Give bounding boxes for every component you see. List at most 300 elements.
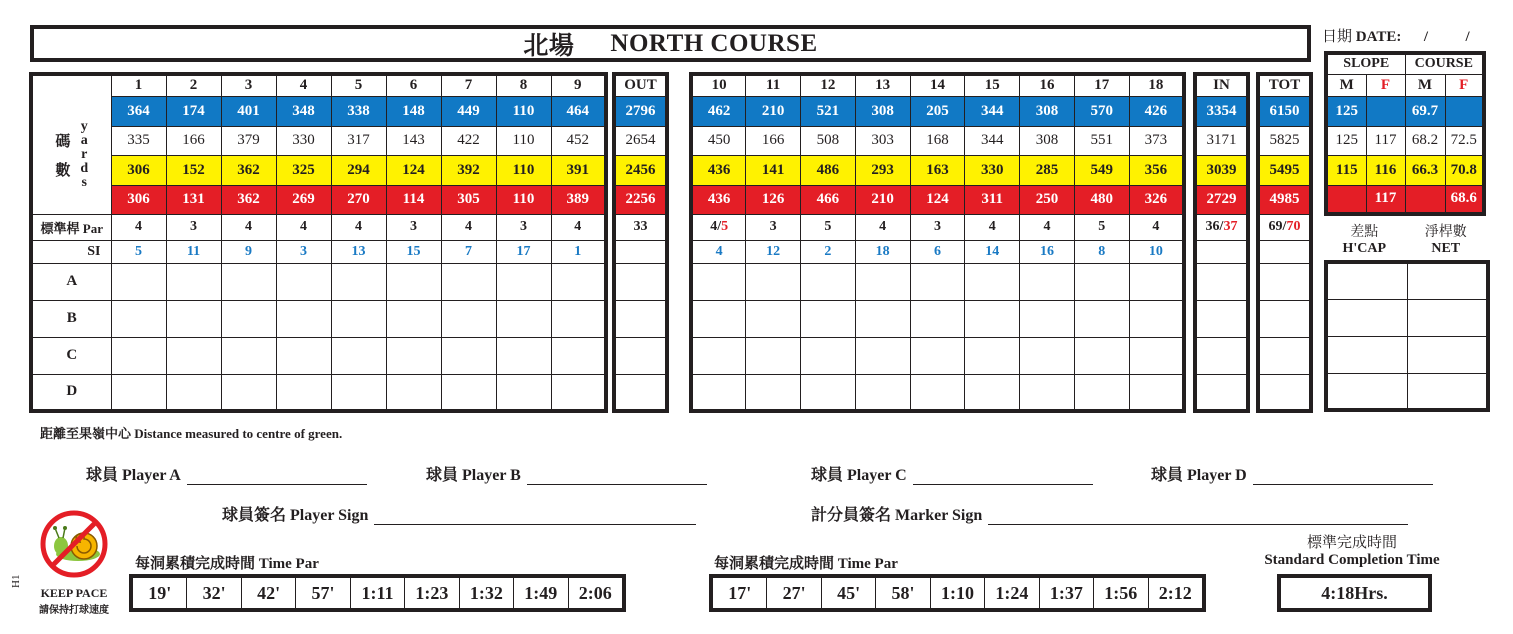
in-total-table [1193, 72, 1250, 413]
time-cell: 32' [187, 578, 241, 608]
yardage-cell: 110 [496, 155, 551, 185]
score-cell[interactable] [691, 374, 746, 411]
par-cell: 4 [1020, 214, 1075, 240]
rating-cell: 116 [1366, 155, 1405, 185]
tot-par-mens: 69/ [1268, 219, 1287, 234]
tot-score-cell[interactable] [1258, 300, 1311, 337]
score-cell[interactable] [386, 374, 441, 411]
yardage-cell: 486 [801, 155, 856, 185]
course-title-zh: 北場 [523, 32, 575, 60]
yardage-cell: 168 [910, 126, 965, 155]
score-cell[interactable] [746, 337, 801, 374]
hole-number: 6 [386, 74, 441, 96]
yardage-cell: 452 [551, 126, 606, 155]
score-cell[interactable] [496, 337, 551, 374]
hole-number: 8 [496, 74, 551, 96]
hole-number: 7 [441, 74, 496, 96]
score-cell[interactable] [746, 263, 801, 300]
si-cell: 3 [276, 240, 331, 263]
in-white: 3171 [1195, 126, 1248, 155]
score-cell[interactable] [386, 300, 441, 337]
yardage-cell: 330 [965, 155, 1020, 185]
score-cell[interactable] [441, 374, 496, 411]
si-cell: 16 [1020, 240, 1075, 263]
hole-number: 15 [965, 74, 1020, 96]
stroke-index-row [31, 240, 606, 263]
hole-number: 1 [111, 74, 166, 96]
si-cell: 2 [801, 240, 856, 263]
score-cell[interactable] [496, 300, 551, 337]
score-cell[interactable] [910, 263, 965, 300]
score-cell[interactable] [221, 374, 276, 411]
yardage-cell: 326 [1129, 185, 1184, 214]
out-par: 33 [614, 214, 667, 240]
score-cell[interactable] [746, 374, 801, 411]
rating-cell [1366, 96, 1405, 126]
tot-par [1258, 214, 1311, 240]
time-cell: 1:10 [931, 578, 985, 608]
rating-cell: 125 [1326, 96, 1366, 126]
yardage-cell: 308 [1020, 126, 1075, 155]
player-label: D [31, 374, 111, 411]
underline [374, 509, 696, 525]
rating-cell: 68.2 [1405, 126, 1445, 155]
si-cell: 13 [331, 240, 386, 263]
hole-number-row [31, 74, 606, 96]
yardage-cell: 308 [1020, 96, 1075, 126]
hcap-zh: 差點 [1350, 225, 1379, 240]
score-cell[interactable] [441, 300, 496, 337]
underline [988, 509, 1408, 525]
tot-score-cell[interactable] [1258, 263, 1311, 300]
std-time-zh: 標準完成時間 [1306, 535, 1397, 551]
score-cell[interactable] [801, 337, 856, 374]
yardage-cell: 270 [331, 185, 386, 214]
tot-par-ladies: 70 [1286, 219, 1301, 234]
rating-cell [1405, 185, 1445, 214]
distance-note: 距離至果嶺中心 Distance measured to centre of green. [40, 426, 343, 441]
marker-sign-field[interactable] [811, 502, 1408, 525]
keep-pace-logo [34, 510, 114, 616]
time-cell: 1:56 [1094, 578, 1148, 608]
net-cell[interactable] [1407, 299, 1488, 336]
card-code: H1 [10, 574, 22, 588]
score-cell[interactable] [855, 300, 910, 337]
score-cell[interactable] [691, 263, 746, 300]
player-b-row [31, 300, 606, 337]
hole-number: 12 [801, 74, 856, 96]
time-cell: 1:32 [460, 578, 514, 608]
player-b-name-field[interactable] [426, 462, 707, 485]
yardage-cell: 373 [1129, 126, 1184, 155]
rating-cell: 117 [1366, 126, 1405, 155]
course-men: M [1405, 74, 1445, 96]
player-a-name-field[interactable] [86, 462, 367, 485]
par-cell: 4 [441, 214, 496, 240]
par-cell: 4 [551, 214, 606, 240]
yardage-cell: 549 [1074, 155, 1129, 185]
score-cell[interactable] [166, 337, 221, 374]
par-cell: 4 [111, 214, 166, 240]
slope-ladies: F [1366, 74, 1405, 96]
score-cell[interactable] [331, 300, 386, 337]
yardage-cell: 391 [551, 155, 606, 185]
net-cell[interactable] [1407, 373, 1488, 410]
red-tee-row [31, 185, 606, 214]
std-time-value: 4:18Hrs. [1321, 582, 1388, 603]
score-cell[interactable] [691, 300, 746, 337]
score-cell[interactable] [551, 263, 606, 300]
hcap-cell[interactable] [1326, 373, 1407, 410]
player-c-name-field[interactable] [811, 462, 1093, 485]
player-d-label: 球員 Player D [1151, 467, 1247, 484]
time-cell: 1:37 [1040, 578, 1094, 608]
underline [913, 469, 1093, 485]
si-cell: 18 [855, 240, 910, 263]
si-cell: 11 [166, 240, 221, 263]
net-header [1407, 225, 1485, 257]
par-cell: 4 [855, 214, 910, 240]
yardage-cell: 308 [855, 96, 910, 126]
yardage-cell: 210 [855, 185, 910, 214]
score-cell[interactable] [1129, 300, 1184, 337]
score-cell[interactable] [1074, 337, 1129, 374]
score-cell[interactable] [276, 300, 331, 337]
hcap-cell[interactable] [1326, 262, 1407, 299]
out-score-cell[interactable] [614, 263, 667, 300]
net-cell[interactable] [1407, 262, 1488, 299]
in-score-cell[interactable] [1195, 374, 1248, 411]
par-cell: 4 [965, 214, 1020, 240]
in-par-mens: 36/ [1205, 219, 1224, 234]
player-c-row [31, 337, 606, 374]
yardage-cell: 344 [965, 126, 1020, 155]
score-cell[interactable] [111, 263, 166, 300]
course-title-en: NORTH COURSE [610, 29, 818, 57]
time-cell: 2:06 [578, 582, 612, 603]
net-cell[interactable] [1407, 336, 1488, 373]
white-tee-row [31, 126, 606, 155]
in-yellow: 3039 [1195, 155, 1248, 185]
si-cell: 17 [496, 240, 551, 263]
player-d-row [31, 374, 606, 411]
out-blue: 2796 [614, 96, 667, 126]
score-cell[interactable] [551, 374, 606, 411]
score-cell[interactable] [166, 263, 221, 300]
in-score-cell[interactable] [1195, 263, 1248, 300]
time-cell: 42' [242, 578, 296, 608]
yards-letter: r [81, 146, 88, 162]
player-c-label: 球員 Player C [811, 467, 907, 484]
par-cell: 3 [910, 214, 965, 240]
std-time-label [1236, 531, 1468, 569]
yards-letter: a [80, 132, 88, 148]
score-cell[interactable] [166, 300, 221, 337]
yardage-cell: 338 [331, 96, 386, 126]
score-cell[interactable] [1074, 263, 1129, 300]
in-score-cell[interactable] [1195, 337, 1248, 374]
par-row [31, 214, 606, 240]
score-cell[interactable] [801, 374, 856, 411]
slope-men: M [1326, 74, 1366, 96]
time-cell: 1:24 [985, 578, 1039, 608]
score-cell[interactable] [331, 337, 386, 374]
hcap-net-table [1324, 260, 1490, 412]
score-cell[interactable] [746, 300, 801, 337]
score-cell[interactable] [551, 337, 606, 374]
date-label-zh: 日期 [1322, 29, 1353, 45]
tot-yellow: 5495 [1258, 155, 1311, 185]
hole-number: 3 [221, 74, 276, 96]
std-time-en: Standard Completion Time [1264, 552, 1440, 568]
time-cell: 19' [133, 578, 187, 608]
marker-sign-label: 計分員簽名 Marker Sign [811, 507, 983, 524]
course-rating-header: COURSE [1405, 53, 1484, 74]
score-cell[interactable] [496, 263, 551, 300]
time-par-back-label: 每洞累積完成時間 Time Par [714, 556, 898, 572]
score-cell[interactable] [691, 337, 746, 374]
score-cell[interactable] [965, 300, 1020, 337]
score-cell[interactable] [910, 300, 965, 337]
player-sign-field[interactable] [222, 502, 696, 525]
in-score-cell[interactable] [1195, 300, 1248, 337]
hcap-header [1325, 225, 1403, 257]
score-cell[interactable] [1129, 263, 1184, 300]
par-cell: 3 [496, 214, 551, 240]
time-cell: 17' [713, 578, 767, 608]
rating-table [1324, 51, 1486, 216]
si-cell: 8 [1074, 240, 1129, 263]
time-cell: 2:12 [1158, 582, 1192, 603]
yardage-cell: 166 [746, 126, 801, 155]
keep-pace-text: KEEP PACE [40, 586, 108, 600]
yardage-cell: 449 [441, 96, 496, 126]
player-b-label: 球員 Player B [426, 467, 521, 484]
yardage-cell: 110 [496, 185, 551, 214]
net-zh: 淨桿數 [1424, 225, 1467, 240]
score-cell[interactable] [1020, 337, 1075, 374]
yardage-cell: 143 [386, 126, 441, 155]
yardage-cell: 551 [1074, 126, 1129, 155]
yardage-cell: 311 [965, 185, 1020, 214]
yardage-cell: 269 [276, 185, 331, 214]
time-par-front-label: 每洞累積完成時間 Time Par [135, 556, 319, 572]
score-cell[interactable] [221, 263, 276, 300]
yardage-cell: 110 [496, 96, 551, 126]
hole-number: 11 [746, 74, 801, 96]
yardage-cell: 356 [1129, 155, 1184, 185]
yardage-cell: 174 [166, 96, 221, 126]
score-cell[interactable] [855, 374, 910, 411]
yardage-cell: 303 [855, 126, 910, 155]
time-cell: 1:11 [351, 578, 405, 608]
time-cell: 45' [822, 578, 876, 608]
rating-cell [1326, 185, 1366, 214]
net-en: NET [1431, 241, 1461, 256]
out-header: OUT [614, 74, 667, 96]
out-score-cell[interactable] [614, 337, 667, 374]
yards-letter: s [81, 174, 87, 190]
score-cell[interactable] [386, 263, 441, 300]
yardage-cell: 464 [551, 96, 606, 126]
score-cell[interactable] [221, 300, 276, 337]
player-label: B [31, 300, 111, 337]
in-header: IN [1195, 74, 1248, 96]
course-title [30, 25, 1311, 62]
hole-number: 17 [1074, 74, 1129, 96]
hcap-cell[interactable] [1326, 336, 1407, 373]
score-cell[interactable] [331, 374, 386, 411]
par-cell: 4 [221, 214, 276, 240]
course-ladies: F [1445, 74, 1484, 96]
score-cell[interactable] [910, 374, 965, 411]
score-cell[interactable] [1074, 300, 1129, 337]
yardage-cell: 325 [276, 155, 331, 185]
back-nine-table [689, 72, 1186, 413]
time-cell: 58' [876, 578, 930, 608]
score-cell[interactable] [1020, 300, 1075, 337]
yardage-cell: 330 [276, 126, 331, 155]
si-cell: 6 [910, 240, 965, 263]
score-cell[interactable] [441, 337, 496, 374]
keep-pace-zh: 請保持打球速度 [39, 605, 109, 616]
date-field[interactable] [1322, 25, 1470, 46]
tot-score-cell[interactable] [1258, 374, 1311, 411]
tot-total-table [1256, 72, 1313, 413]
rating-cell: 115 [1326, 155, 1366, 185]
blue-tee-row [31, 96, 606, 126]
yards-label-zh-1: 碼 [55, 133, 71, 150]
yardage-cell: 480 [1074, 185, 1129, 214]
yardage-cell: 141 [746, 155, 801, 185]
si-cell: 4 [691, 240, 746, 263]
hole-number: 13 [855, 74, 910, 96]
out-score-cell[interactable] [614, 374, 667, 411]
out-score-cell[interactable] [614, 300, 667, 337]
si-cell: 1 [551, 240, 606, 263]
yardage-cell: 344 [965, 96, 1020, 126]
par-cell: 4 [1129, 214, 1184, 240]
out-yellow: 2456 [614, 155, 667, 185]
score-cell[interactable] [111, 374, 166, 411]
time-cell: 57' [296, 578, 350, 608]
score-cell[interactable] [1074, 374, 1129, 411]
tot-score-cell[interactable] [1258, 337, 1311, 374]
player-d-name-field[interactable] [1151, 462, 1433, 485]
underline [187, 469, 367, 485]
score-cell[interactable] [855, 337, 910, 374]
si-cell: 5 [111, 240, 166, 263]
score-cell[interactable] [1129, 374, 1184, 411]
time-par-front [129, 574, 626, 612]
player-label: A [31, 263, 111, 300]
score-cell[interactable] [965, 337, 1020, 374]
yellow-tee-row [31, 155, 606, 185]
yardage-cell: 306 [111, 185, 166, 214]
score-cell[interactable] [166, 374, 221, 411]
yards-label-zh-2: 數 [55, 162, 71, 179]
hole-number: 9 [551, 74, 606, 96]
time-par-back [709, 574, 1206, 612]
hole-number: 5 [331, 74, 386, 96]
yardage-cell: 450 [691, 126, 746, 155]
front-nine-table [29, 72, 608, 413]
score-cell[interactable] [111, 300, 166, 337]
tot-red: 4985 [1258, 185, 1311, 214]
score-cell[interactable] [441, 263, 496, 300]
score-cell[interactable] [965, 263, 1020, 300]
in-par-ladies: 37 [1223, 219, 1238, 234]
score-cell[interactable] [801, 263, 856, 300]
rating-cell: 117 [1366, 185, 1405, 214]
yardage-cell: 148 [386, 96, 441, 126]
yardage-cell: 362 [221, 155, 276, 185]
yardage-cell: 210 [746, 96, 801, 126]
score-cell[interactable] [910, 337, 965, 374]
score-cell[interactable] [551, 300, 606, 337]
rating-cell: 72.5 [1445, 126, 1484, 155]
si-cell: 9 [221, 240, 276, 263]
yardage-cell: 570 [1074, 96, 1129, 126]
hcap-cell[interactable] [1326, 299, 1407, 336]
yardage-cell: 317 [331, 126, 386, 155]
yardage-cell: 131 [166, 185, 221, 214]
score-cell[interactable] [111, 337, 166, 374]
score-cell[interactable] [801, 300, 856, 337]
score-cell[interactable] [331, 263, 386, 300]
par-cell: 5 [801, 214, 856, 240]
score-cell[interactable] [965, 374, 1020, 411]
in-red: 2729 [1195, 185, 1248, 214]
yardage-cell: 305 [441, 185, 496, 214]
yardage-cell: 422 [441, 126, 496, 155]
score-cell[interactable] [276, 374, 331, 411]
score-cell[interactable] [1020, 263, 1075, 300]
yardage-cell: 401 [221, 96, 276, 126]
yardage-cell: 114 [386, 185, 441, 214]
yardage-cell: 306 [111, 155, 166, 185]
no-snail-icon [34, 510, 114, 578]
par-10-ladies: 5 [721, 219, 729, 234]
out-total-table [612, 72, 669, 413]
yardage-cell: 250 [1020, 185, 1075, 214]
rating-cell: 125 [1326, 126, 1366, 155]
score-cell[interactable] [276, 337, 331, 374]
score-cell[interactable] [386, 337, 441, 374]
score-cell[interactable] [496, 374, 551, 411]
slope-header: SLOPE [1326, 53, 1405, 74]
yardage-cell: 293 [855, 155, 910, 185]
yardage-cell: 285 [1020, 155, 1075, 185]
rating-cell: 68.6 [1445, 185, 1484, 214]
tot-blue: 6150 [1258, 96, 1311, 126]
rating-cell: 70.8 [1445, 155, 1484, 185]
yardage-cell: 436 [691, 185, 746, 214]
yards-letter: d [80, 160, 89, 176]
score-cell[interactable] [221, 337, 276, 374]
yards-label [31, 96, 111, 214]
si-cell: 7 [441, 240, 496, 263]
score-cell[interactable] [276, 263, 331, 300]
out-red: 2256 [614, 185, 667, 214]
score-cell[interactable] [1020, 374, 1075, 411]
hole-number: 4 [276, 74, 331, 96]
score-cell[interactable] [1129, 337, 1184, 374]
in-blue: 3354 [1195, 96, 1248, 126]
yardage-cell: 392 [441, 155, 496, 185]
yardage-cell: 124 [910, 185, 965, 214]
score-cell[interactable] [855, 263, 910, 300]
